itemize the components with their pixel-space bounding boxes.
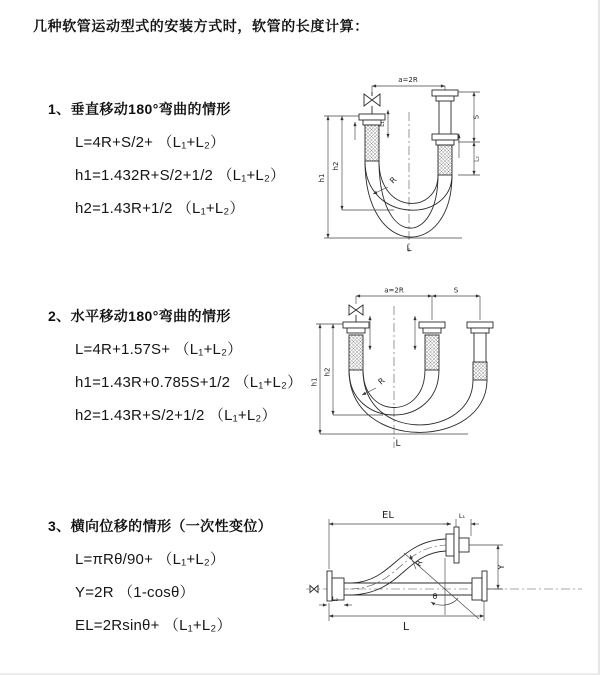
valve-icon — [349, 305, 363, 322]
dim-label-end1: L₁ — [379, 121, 386, 127]
formula-Y-3: Y=2R （1-cosθ） — [75, 584, 195, 601]
dim-label-h2: h2 — [332, 161, 340, 171]
diagram-3-drawing — [298, 503, 588, 661]
formula-h2-1: h2=1.43R+1/2 （L₁+L₂） — [75, 200, 245, 217]
pipe-right — [439, 101, 451, 134]
dim-label-stroke: S — [453, 286, 459, 295]
dim-label-radius: R — [388, 175, 399, 186]
dim-label-y: Y — [497, 564, 506, 570]
hose-s-curve — [348, 539, 446, 595]
section-1 — [48, 99, 285, 218]
dim-label-end1: L₁ — [458, 512, 466, 520]
section-1-heading: 1、垂直移动180°弯曲的情形 — [48, 101, 231, 117]
dim-ext-top — [356, 296, 480, 320]
formula-L-3: L=πRθ/90+ （L₁+L₂） — [75, 551, 226, 568]
flange-right-mid2 — [436, 140, 454, 145]
section-3-heading: 3、横向位移的情形（一次性变位） — [48, 518, 273, 534]
formula-L-2: L=4R+1.57S+ （L₁+L₂） — [75, 341, 243, 358]
braid-left — [365, 125, 379, 161]
dim-label-h1: h1 — [310, 377, 319, 387]
flange-displaced-stub — [459, 538, 469, 552]
diagram-lateral-displacement — [298, 503, 588, 661]
flange-right-block — [472, 578, 482, 600]
dim-ext-length — [329, 601, 484, 621]
dim-label-radius: R — [376, 376, 387, 387]
valve-icon — [364, 92, 380, 114]
dim-label-end2: L₂ — [473, 156, 481, 162]
formula-h1-1: h1=1.432R+S/2+1/2 （L₁+L₂） — [75, 167, 286, 184]
radius-leader — [373, 187, 388, 194]
flange-right-top1 — [432, 90, 458, 96]
dim-label-length: L — [395, 439, 401, 449]
flange-left-top — [359, 114, 385, 120]
flange-right-plate — [482, 571, 487, 601]
flange-displaced-plate — [454, 527, 459, 563]
flange-displaced-block — [446, 534, 454, 556]
hose-u-curves — [349, 370, 487, 432]
valve-icon — [310, 586, 318, 593]
flange-right-mid1 — [432, 134, 458, 140]
dim-label-end2: L₂ — [331, 595, 339, 603]
dim-label-length: L — [402, 620, 410, 633]
dim-label-angle: θ — [432, 592, 438, 601]
diagram-horizontal-180-bend — [308, 282, 578, 454]
braid-right — [438, 145, 452, 175]
dim-label-h2: h2 — [323, 367, 332, 377]
section-2-heading: 2、水平移动180°弯曲的情形 — [48, 308, 231, 324]
dim-label-span: a=2R — [384, 286, 404, 295]
formula-L-1: L=4R+S/2+ （L₁+L₂） — [75, 134, 226, 151]
dim-label-stroke: S — [472, 114, 481, 120]
dim-label-el: EL — [382, 510, 394, 521]
dim-label-h1: h1 — [318, 173, 326, 183]
diagram-2-drawing — [308, 282, 578, 454]
flange-middle — [419, 322, 445, 370]
flange-right — [467, 322, 493, 380]
flange-right-top2 — [436, 96, 454, 101]
formula-h1-2: h1=1.43R+0.785S+1/2 （L₁+L₂） — [75, 374, 303, 391]
flange-left — [343, 322, 369, 370]
diagram-1-drawing — [312, 70, 570, 255]
formula-h2-2: h2=1.43R+S/2+1/2 （L₁+L₂） — [75, 407, 277, 424]
dim-label-span: a=2R — [398, 76, 418, 84]
section-2 — [48, 306, 302, 425]
section-3 — [48, 516, 272, 635]
dim-label-radius: R — [413, 558, 425, 568]
page-title: 几种软管运动型式的安装方式时，软管的长度计算： — [33, 18, 369, 34]
diagram-vertical-180-bend — [312, 70, 570, 255]
dim-label-length: L — [406, 244, 412, 254]
formula-EL-3: EL=2Rsinθ+ （L₁+L₂） — [75, 617, 232, 634]
